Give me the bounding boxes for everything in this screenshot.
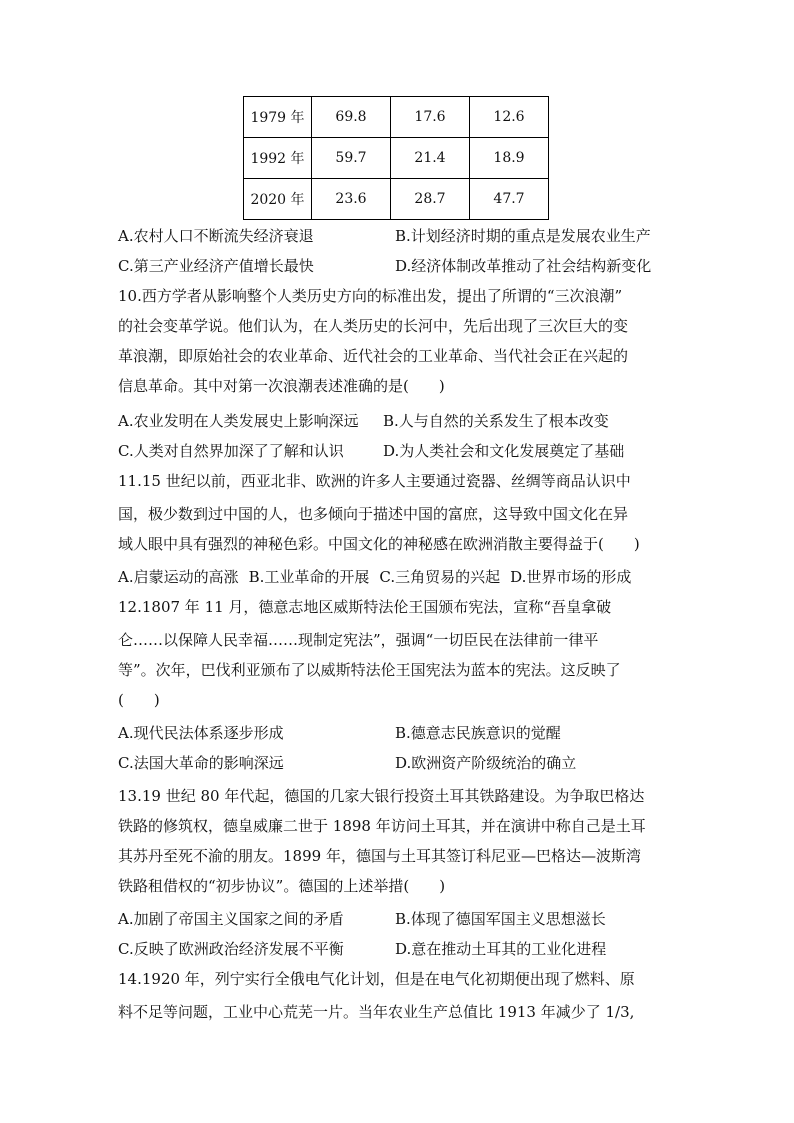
value-cell: 69.8 [312,97,391,138]
table-row [244,179,549,220]
q11-options-row [118,567,631,587]
value-cell: 18.9 [470,138,549,179]
q12-stem-line: ( ) [118,691,160,709]
q10-option-d: D.为人类社会和文化发展奠定了基础 [383,442,625,460]
value-cell: 17.6 [391,97,470,138]
value-cell: 28.7 [391,179,470,220]
q9-option-c: C.第三产业经济产值增长最快 [118,257,314,275]
q11-stem-line: 11.15 世纪以前，西亚北非、欧洲的许多人主要通过瓷器、丝绸等商品认识中 [118,472,631,490]
value-cell: 23.6 [312,179,391,220]
q13-option-b: B.体现了德国军国主义思想滋长 [395,910,606,928]
q11-option-c: C.三角贸易的兴起 [379,568,501,586]
value-cell: 12.6 [470,97,549,138]
q12-stem-line: 仑……以保障人民幸福……现制定宪法”，强调“一切臣民在法律前一律平 [118,631,599,649]
value-cell: 59.7 [312,138,391,179]
q9-options-row-1 [118,226,314,246]
q11-option-d: D.世界市场的形成 [510,568,632,586]
q14-stem-line: 料不足等问题，工业中心荒芜一片。当年农业生产总值比 1913 年减少了 1/3, [118,1003,635,1021]
q13-option-a: A.加剧了帝国主义国家之间的矛盾 [118,910,344,928]
q9-option-a: A.农村人口不断流失经济衰退 [118,227,314,245]
q12-option-d: D.欧洲资产阶级统治的确立 [395,754,577,772]
q13-stem-line: 铁路租借权的“初步协议”。德国的上述举措( ) [118,877,446,895]
q9-option-d: D.经济体制改革推动了社会结构新变化 [395,257,652,275]
table-row [244,97,549,138]
q10-stem-line: 革浪潮，即原始社会的农业革命、近代社会的工业革命、当代社会正在兴起的 [118,347,629,365]
q10-stem-line: 10.西方学者从影响整个人类历史方向的标准出发，提出了所谓的“三次浪潮” [118,287,623,305]
year-cell: 1979 年 [244,97,312,138]
q10-option-b: B.人与自然的关系发生了根本改变 [383,412,609,430]
year-cell: 1992 年 [244,138,312,179]
q12-option-c: C.法国大革命的影响深远 [118,754,284,772]
data-table [243,96,549,220]
year-cell: 2020 年 [244,179,312,220]
q13-option-d: D.意在推动土耳其的工业化进程 [395,940,607,958]
value-cell: 21.4 [391,138,470,179]
q10-stem-line: 信息革命。其中对第一次浪潮表述准确的是( ) [118,377,445,395]
q11-stem-line: 国，极少数到过中国的人，也多倾向于描述中国的富庶，这导致中国文化在异 [118,505,629,523]
q11-option-a: A.启蒙运动的高涨 [118,568,239,586]
q12-stem-line: 等”。次年，巴伐利亚颁布了以威斯特法伦王国宪法为蓝本的宪法。这反映了 [118,661,621,679]
q13-stem-line: 铁路的修筑权，德皇威廉二世于 1898 年访问土耳其，并在演讲中称自己是土耳 [118,817,646,835]
q11-option-b: B.工业革命的开展 [248,568,370,586]
q12-option-a: A.现代民法体系逐步形成 [118,724,284,742]
q10-option-a: A.农业发明在人类发展史上影响深远 [118,412,359,430]
q13-stem-line: 13.19 世纪 80 年代起，德国的几家大银行投资土耳其铁路建设。为争取巴格达 [118,787,645,805]
q13-stem-line: 其苏丹至死不渝的朋友。1899 年，德国与土耳其签订科尼亚—巴格达—波斯湾 [118,847,641,865]
table-row [244,138,549,179]
value-cell: 47.7 [470,179,549,220]
q14-stem-line: 14.1920 年，列宁实行全俄电气化计划，但是在电气化初期便出现了燃料、原 [118,970,635,988]
q13-option-c: C.反映了欧洲政治经济发展不平衡 [118,940,344,958]
q9-option-b: B.计划经济时期的重点是发展农业生产 [395,227,651,245]
q10-stem-line: 的社会变革学说。他们认为，在人类历史的长河中，先后出现了三次巨大的变 [118,317,629,335]
q12-option-b: B.德意志民族意识的觉醒 [395,724,561,742]
q11-stem-line: 域人眼中具有强烈的神秘色彩。中国文化的神秘感在欧洲消散主要得益于( ) [118,535,640,553]
q10-option-c: C.人类对自然界加深了了解和认识 [118,442,344,460]
q12-stem-line: 12.1807 年 11 月，德意志地区威斯特法伦王国颁布宪法，宣称“吾皇拿破 [118,598,612,616]
